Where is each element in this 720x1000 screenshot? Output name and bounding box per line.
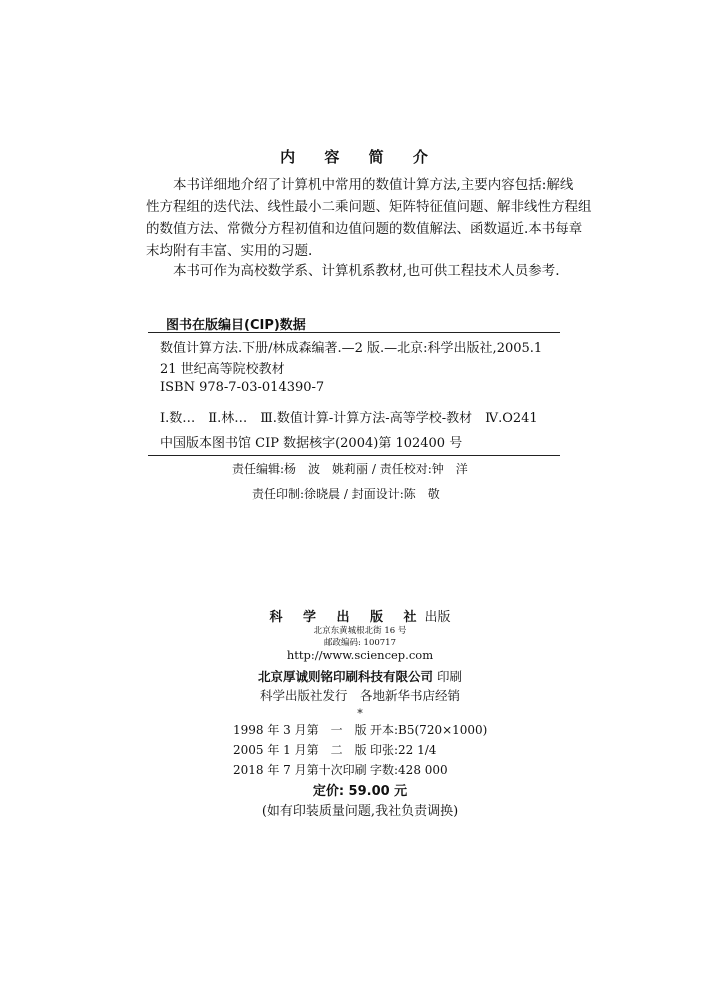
edition-cell: 2005 年 1 月第 二 版	[233, 743, 367, 757]
credits-line: 责任印制:徐晓晨 / 封面设计:陈 敬	[252, 487, 440, 501]
summary-line: 本书可作为高校数学系、计算机系教材,也可供工程技术人员参考.	[173, 263, 560, 279]
credits-line: 责任编辑:杨 波 姚莉丽 / 责任校对:钟 洋	[232, 462, 468, 476]
publisher-url: http://www.sciencep.com	[286, 648, 434, 662]
cip-line: 数值计算方法.下册/林成森编著.—2 版.—北京:科学出版社,2005.1	[160, 341, 543, 356]
spec-cell: 印张:22 1/4	[370, 743, 437, 757]
printer-name: 北京厚诚则铭印刷科技有限公司	[257, 669, 433, 684]
summary-paragraph-1	[146, 174, 592, 262]
cip-line: 21 世纪高等院校教材	[160, 362, 285, 377]
summary-line: 性方程组的迭代法、线性最小二乘问题、矩阵特征值问题、解非线性方程组	[146, 199, 592, 215]
cip-isbn: ISBN 978-7-03-014390-7	[160, 380, 325, 395]
summary-line: 的数值方法、常微分方程初值和边值问题的数值解法、函数逼近.本书每章	[146, 221, 583, 237]
separator-star: *	[357, 707, 363, 720]
printer-line	[0, 666, 720, 685]
distribution-line: 科学出版社发行 各地新华书店经销	[259, 688, 460, 703]
publisher-name: 科 学 出 版 社	[269, 610, 425, 625]
cip-bottom-rule	[148, 455, 560, 456]
printer-suffix: 印刷	[436, 669, 462, 684]
summary-line: 末均附有丰富、实用的习题.	[146, 243, 313, 259]
summary-title: 内 容 简 介	[280, 148, 440, 166]
quality-notice: (如有印装质量问题,我社负责调换)	[261, 804, 459, 819]
edition-cell: 2018 年 7 月第十次印刷	[233, 763, 367, 777]
publisher-postcode: 邮政编码: 100717	[323, 638, 396, 648]
cip-top-rule	[148, 332, 560, 333]
summary-line: 本书详细地介绍了计算机中常用的数值计算方法,主要内容包括:解线	[173, 177, 574, 193]
spec-cell: 字数:428 000	[370, 763, 448, 777]
printing-row	[233, 722, 487, 742]
publisher-suffix: 出版	[424, 610, 451, 625]
publisher-line	[0, 606, 720, 625]
publisher-address: 北京东黄城根北街 16 号	[313, 626, 407, 636]
cip-classification: Ⅰ.数… Ⅱ.林… Ⅲ.数值计算-计算方法-高等学校-教材 Ⅳ.O241	[160, 411, 538, 426]
edition-cell: 1998 年 3 月第 一 版	[233, 723, 367, 737]
spec-cell: 开本:B5(720×1000)	[370, 723, 488, 737]
summary-paragraph-2	[146, 260, 566, 282]
printing-row	[233, 742, 487, 762]
price: 定价: 59.00 元	[312, 784, 408, 799]
cip-heading: 图书在版编目(CIP)数据	[166, 318, 306, 333]
cip-record-number: 中国版本图书馆 CIP 数据核字(2004)第 102400 号	[160, 436, 463, 451]
printing-table	[233, 722, 487, 782]
printing-row	[233, 762, 487, 782]
